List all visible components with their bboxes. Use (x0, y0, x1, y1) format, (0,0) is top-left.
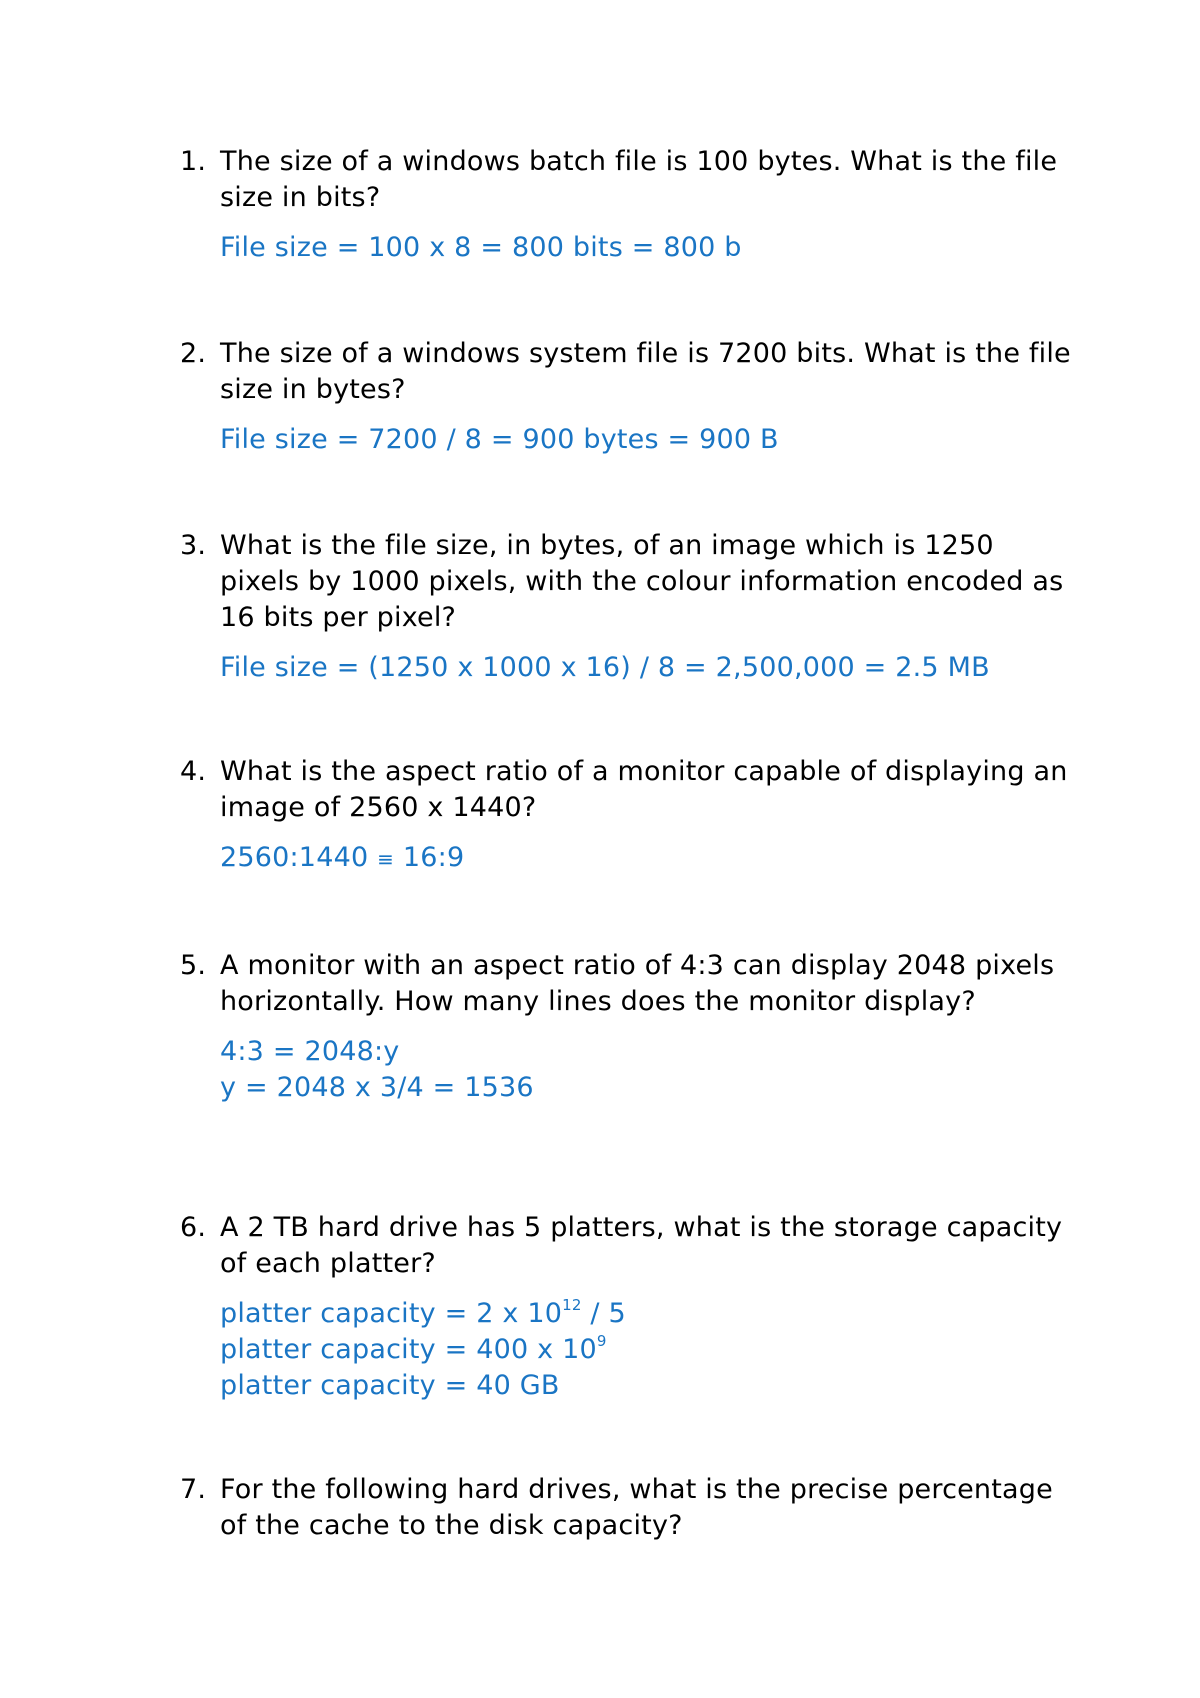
question-2 (180, 336, 1080, 458)
answer-block (180, 230, 1080, 266)
question-number: 3. (180, 530, 207, 561)
answer-block (180, 1034, 1080, 1106)
question-body: The size of a windows batch file is 100 bytes. What is the file size in bits? (220, 146, 1058, 213)
answer-line (220, 1332, 1080, 1368)
question-body: What is the file size, in bytes, of an image which is 1250 pixels by 1000 pixels, with the colour information encoded as 16 bits per pixel? (220, 530, 1064, 633)
equivalence-symbol: ≡ (377, 847, 395, 871)
question-body: For the following hard drives, what is the precise percentage of the cache to the disk capacity? (220, 1474, 1053, 1541)
answer-block (180, 650, 1080, 686)
question-text (180, 528, 1080, 636)
answer-suffix: / 5 (581, 1298, 626, 1329)
question-number: 7. (180, 1474, 207, 1505)
exponent: 9 (596, 1332, 607, 1350)
question-text (180, 1210, 1080, 1282)
answer-line: File size = (1250 x 1000 x 16) / 8 = 2,500,000 = 2.5 MB (220, 652, 990, 683)
question-body: The size of a windows system file is 7200 bits. What is the file size in bytes? (220, 338, 1071, 405)
answer-line: 4:3 = 2048:y (220, 1036, 400, 1067)
question-number: 2. (180, 338, 207, 369)
exponent: 12 (562, 1296, 582, 1314)
question-text (180, 948, 1080, 1020)
answer-line: File size = 7200 / 8 = 900 bytes = 900 B (220, 424, 779, 455)
answer-line: File size = 100 x 8 = 800 bits = 800 b (220, 232, 742, 263)
question-number: 4. (180, 756, 207, 787)
question-body: A 2 TB hard drive has 5 platters, what is the storage capacity of each platter? (220, 1212, 1063, 1279)
answer-prefix: platter capacity = 400 x 10 (220, 1334, 597, 1365)
question-6 (180, 1210, 1080, 1404)
question-4 (180, 754, 1080, 877)
answer-line (220, 840, 1080, 877)
question-body: What is the aspect ratio of a monitor capable of displaying an image of 2560 x 1440? (220, 756, 1068, 823)
answer-line: platter capacity = 40 GB (220, 1370, 560, 1401)
question-1 (180, 144, 1080, 266)
question-number: 1. (180, 146, 207, 177)
answer-prefix: platter capacity = 2 x 10 (220, 1298, 563, 1329)
answer-block (180, 422, 1080, 458)
question-3 (180, 528, 1080, 686)
answer-line: y = 2048 x 3/4 = 1536 (220, 1072, 534, 1103)
answer-block (180, 840, 1080, 877)
question-text (180, 754, 1080, 826)
question-text (180, 144, 1080, 216)
question-text (180, 1472, 1080, 1544)
question-7 (180, 1472, 1080, 1544)
ratio-right: 16:9 (402, 842, 465, 873)
question-text (180, 336, 1080, 408)
answer-line (220, 1296, 1080, 1332)
answer-block (180, 1296, 1080, 1404)
question-body: A monitor with an aspect ratio of 4:3 can display 2048 pixels horizontally. How many lines does the monitor display? (220, 950, 1055, 1017)
question-5 (180, 948, 1080, 1106)
question-number: 6. (180, 1212, 207, 1243)
ratio-left: 2560:1440 (220, 842, 369, 873)
question-number: 5. (180, 950, 207, 981)
